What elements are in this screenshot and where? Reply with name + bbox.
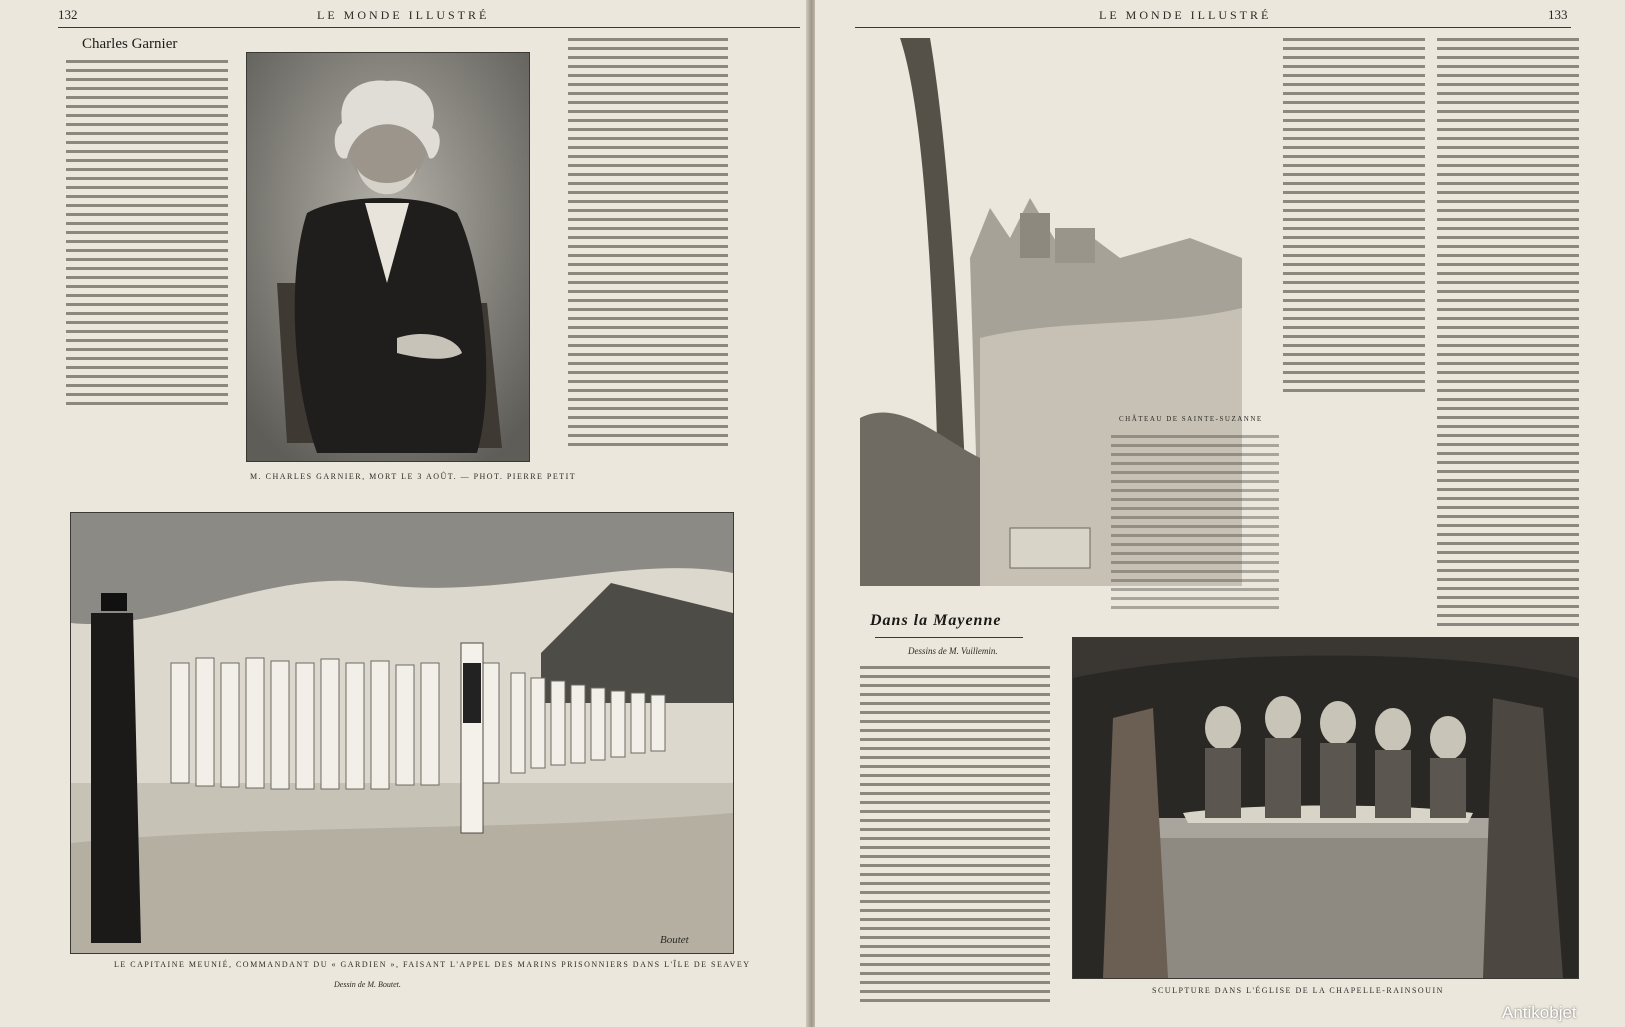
body-text-block xyxy=(568,38,728,450)
prisoners-illustration xyxy=(70,512,734,954)
bottom-credit: Dessin de M. Boutet. xyxy=(334,980,401,989)
sculpture-caption: SCULPTURE DANS L'ÉGLISE DE LA CHAPELLE-RAINSOUIN xyxy=(1152,986,1444,995)
sculpture-photo xyxy=(1072,637,1579,979)
right-page xyxy=(815,0,1625,1027)
left-page xyxy=(0,0,808,1027)
running-head: LE MONDE ILLUSTRÉ xyxy=(317,8,490,22)
article-column-5 xyxy=(860,666,1050,1006)
artist-signature: Boutet xyxy=(660,934,689,946)
section-subtitle: Dessins de M. Vuillemin. xyxy=(908,646,998,656)
castle-text-column xyxy=(1111,435,1279,615)
castle-caption: CHÂTEAU DE SAINTE-SUZANNE xyxy=(1119,415,1263,423)
page-number: 132 xyxy=(58,7,78,22)
roll-call-scene xyxy=(71,513,733,953)
portrait-photo xyxy=(246,52,530,462)
body-text-block xyxy=(1283,38,1425,398)
section-title: Dans la Mayenne xyxy=(870,612,1002,629)
portrait-caption: M. CHARLES GARNIER, MORT LE 3 AOÛT. — PHOT. PIERRE PETIT xyxy=(250,472,577,481)
body-text-block xyxy=(1437,38,1579,628)
sculpture-scene xyxy=(1073,638,1578,978)
bottom-caption: LE CAPITAINE MEUNIÉ, COMMANDANT DU « GARDIEN », FAISANT L'APPEL DES MARINS PRISONNIERS DANS L'ÎLE DE SEAVEY xyxy=(114,960,751,969)
article-column-3 xyxy=(1283,38,1425,398)
body-text-block xyxy=(66,60,228,410)
page-number: 133 xyxy=(1548,7,1568,22)
running-head: LE MONDE ILLUSTRÉ xyxy=(1099,8,1272,22)
header-rule xyxy=(855,27,1571,28)
header-rule xyxy=(58,27,800,28)
article-column-1 xyxy=(66,60,228,410)
section-rule xyxy=(875,637,1023,638)
watermark-logo: Antikobjet xyxy=(1502,1003,1577,1022)
article-column-2 xyxy=(568,38,728,450)
article-title: Charles Garnier xyxy=(82,36,178,52)
portrait-illustration xyxy=(247,53,529,461)
article-column-4 xyxy=(1437,38,1579,628)
body-text-block xyxy=(860,666,1050,1006)
body-text-block xyxy=(1111,435,1279,615)
